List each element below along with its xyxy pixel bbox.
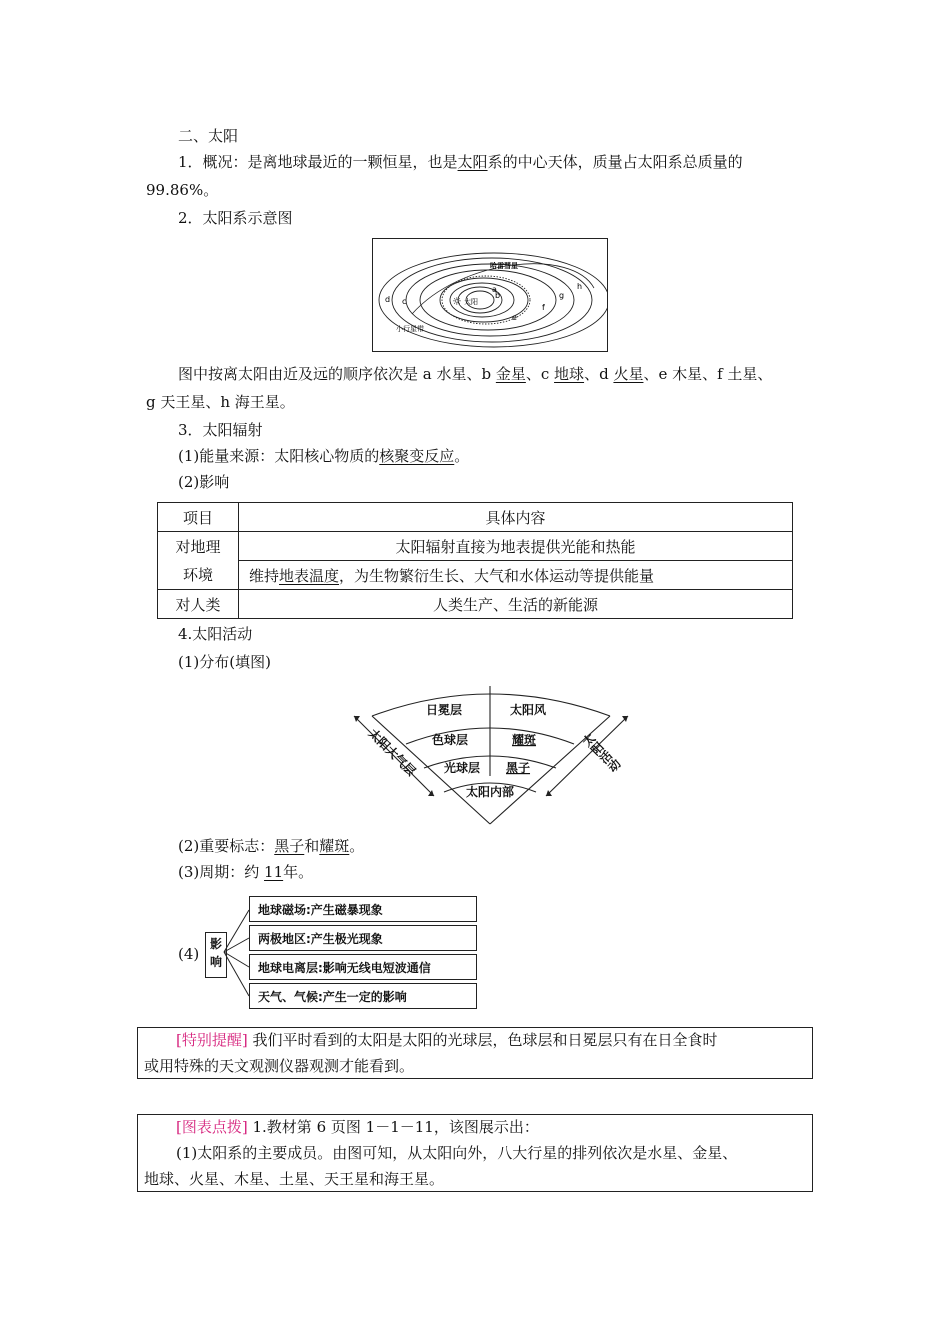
table-row [158,590,793,619]
signs-and: 和 [304,837,320,855]
chart-tip-box [137,1114,813,1192]
diagram-heading: 2．太阳系示意图 [178,209,293,227]
comet-label: 哈雷彗星 [490,261,518,270]
tip-line-2: 或用特殊的天文观测仪器观测才能看到。 [144,1057,415,1075]
signs-text: (2)重要标志： [178,837,275,855]
overview-answer: 太阳 [457,153,488,171]
period [178,862,313,882]
effect-ionosphere: 地球电离层:影响无线电短波通信 [249,954,477,980]
planet-order-line-2: g 天王星、h 海王星。 [146,393,295,411]
overview-line-2: 99.86%。 [146,181,219,199]
layer-corona: 日冕层 [426,703,463,717]
table-row [158,561,793,590]
layer-chromosphere: 色球层 [432,733,469,747]
effect-polar-regions: 两极地区:产生极光现象 [249,925,477,951]
overview-line-1 [178,152,743,172]
planet-label-b: b [495,291,501,300]
layer-interior: 太阳内部 [466,785,515,799]
overview-text: 1．概况：是离地球最近的一颗恒星，也是 [178,153,458,171]
table-cell: 人类生产、生活的新能源 [239,590,793,619]
order-text-2: 、c [525,365,555,383]
solar-activity-fan-diagram [348,682,638,828]
planet-label-d: d [385,295,391,304]
radiation-influence-table [157,502,793,619]
table-header-item: 项目 [158,503,239,532]
left-label-atmosphere: 太阳大气层 [365,726,419,779]
chart-tip-tag: [图表点拨] [176,1118,248,1136]
activity-flare: 耀斑 [512,733,537,747]
effects-number: (4) [178,945,200,963]
tip-line-1 [176,1030,718,1050]
energy-source [178,446,469,466]
planet-label-f: f [542,303,545,312]
answer-venus: 金星 [495,365,526,383]
planet-label-h: h [577,282,583,291]
answer-mars: 火星 [613,365,644,383]
table-cell: 太阳辐射直接为地表提供光能和热能 [239,532,793,561]
right-label-activity: 太阳活动 [579,731,623,775]
layer-photosphere: 光球层 [444,761,481,775]
answer-period: 11 [264,863,284,881]
effects-label: 影响 [209,937,222,969]
order-text-3: 、d [584,365,614,383]
effect-magnetic-field: 地球磁场:产生磁暴现象 [249,896,477,922]
table-row [158,532,793,561]
planet-label-g: g [559,291,565,300]
answer-earth: 地球 [554,365,585,383]
sun-label: 太阳 [464,298,478,306]
chart-tip-line-2: (1)太阳系的主要成员。由图可知，从太阳向外，八大行星的排列依次是水星、金星、 [176,1144,738,1162]
table-label-environment: 对地理环境 [158,532,239,590]
effect-weather-climate: 天气、气候:产生一定的影响 [249,983,477,1009]
radiation-heading: 3．太阳辐射 [178,421,263,439]
planet-label-c: c [402,297,407,306]
influence-heading: (2)影响 [178,473,230,491]
distribution-heading: (1)分布(填图) [178,653,271,671]
order-text-1: 图中按离太阳由近及远的顺序依次是 a 水星、b [178,365,496,383]
chart-tip-line-3: 地球、火星、木星、土星、天王星和海王星。 [144,1170,445,1188]
effects-brace-lines [222,900,250,1010]
order-text-4: 、e 木星、f 土星、 [643,365,773,383]
answer-surface-temp: 地表温度 [279,566,340,585]
period-end: 年。 [283,863,314,881]
activity-solar-wind: 太阳风 [510,703,547,717]
planet-label-e: e [512,313,517,322]
table-text-2: ，为生物繁衍生长、大气和水体运动等提供能量 [339,566,655,585]
table-text: 维持 [249,566,280,585]
solar-system-diagram [372,238,608,352]
chart-tip-text: 1.教材第 6 页图 1－1－11，该图展示出： [247,1118,539,1136]
energy-answer: 核聚变反应 [379,447,455,465]
sun-icon: ☼ [452,295,462,308]
tip-tag: [特别提醒] [176,1031,248,1049]
special-tip-box [137,1027,813,1079]
energy-end: 。 [454,447,470,465]
activity-heading: 4.太阳活动 [178,625,253,643]
section-title: 二、太阳 [178,127,239,145]
asteroid-belt-label: 小行星带 [396,325,424,333]
table-cell [239,561,793,590]
overview-text-2: 系的中心天体，质量占太阳系总质量的 [487,153,743,171]
activity-sunspot: 黑子 [506,761,531,775]
table-row [158,503,793,532]
planet-label-a: a [492,285,497,294]
table-label-humans: 对人类 [158,590,239,619]
table-header-content: 具体内容 [239,503,793,532]
tip-text: 我们平时看到的太阳是太阳的光球层，色球层和日冕层只有在日全食时 [247,1031,718,1049]
signs-end: 。 [349,837,365,855]
period-text: (3)周期：约 [178,863,265,881]
answer-sunspot: 黑子 [274,837,305,855]
important-signs [178,836,364,856]
chart-tip-line-1 [176,1117,539,1137]
energy-text: (1)能量来源：太阳核心物质的 [178,447,380,465]
planet-order-line-1 [178,364,772,384]
answer-flare: 耀斑 [319,837,350,855]
